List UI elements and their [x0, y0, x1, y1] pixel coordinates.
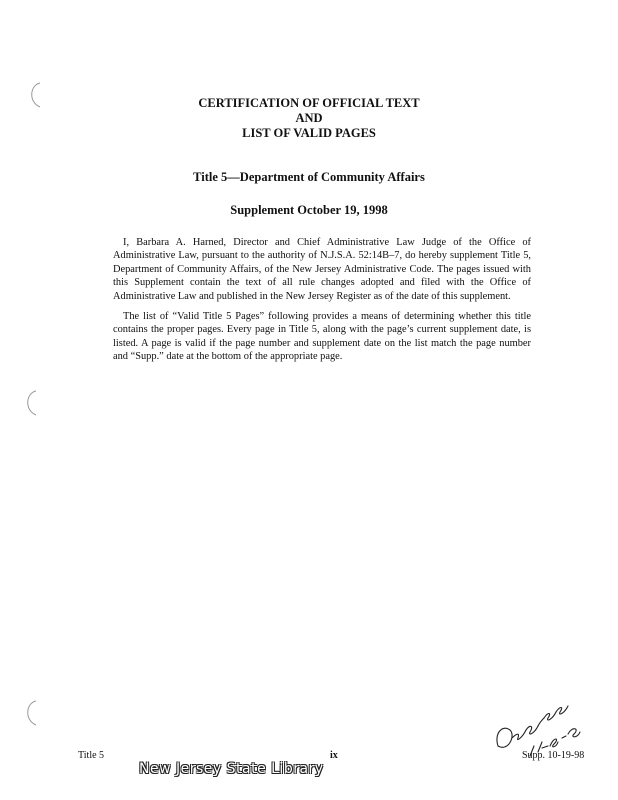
footer-title: Title 5: [78, 750, 105, 761]
punch-hole-bottom: [22, 698, 44, 728]
footer-supplement-date: Supp. 10-19-98: [522, 750, 585, 761]
heading-line-1: CERTIFICATION OF OFFICIAL TEXT: [198, 96, 420, 110]
valid-pages-paragraph: The list of “Valid Title 5 Pages” following provides a means of determining whether this title contains the proper pages. Every page in Title 5, along with the page’s current supplement date, is listed. A page is valid if the page number and supplement date on the list match the page number and “Supp.” date at the bottom of the appropriate page.: [113, 311, 531, 363]
library-stamp: New Jersey State Library: [139, 761, 324, 777]
footer-page-number: ix: [330, 750, 338, 761]
heading-line-3: LIST OF VALID PAGES: [242, 126, 376, 140]
punch-hole-middle: [22, 388, 44, 418]
certification-heading: [0, 96, 618, 141]
heading-line-2: AND: [295, 111, 323, 125]
title-heading: Title 5—Department of Community Affairs: [193, 170, 425, 184]
certification-paragraph: I, Barbara A. Harned, Director and Chief Administrative Law Judge of the Office of Administrative Law, pursuant to the authority of N.J.S.A. 52:14B–7, do hereby supplement Title 5, Department of Community Affairs, of the New Jersey Administrative Code. The pages issued with this Supplement contain the text of all rule changes adopted and filed with the Office of Administrative Law and published in the New Jersey Register as of the date of this supplement.: [113, 237, 531, 302]
supplement-date-heading: Supplement October 19, 1998: [230, 203, 388, 217]
